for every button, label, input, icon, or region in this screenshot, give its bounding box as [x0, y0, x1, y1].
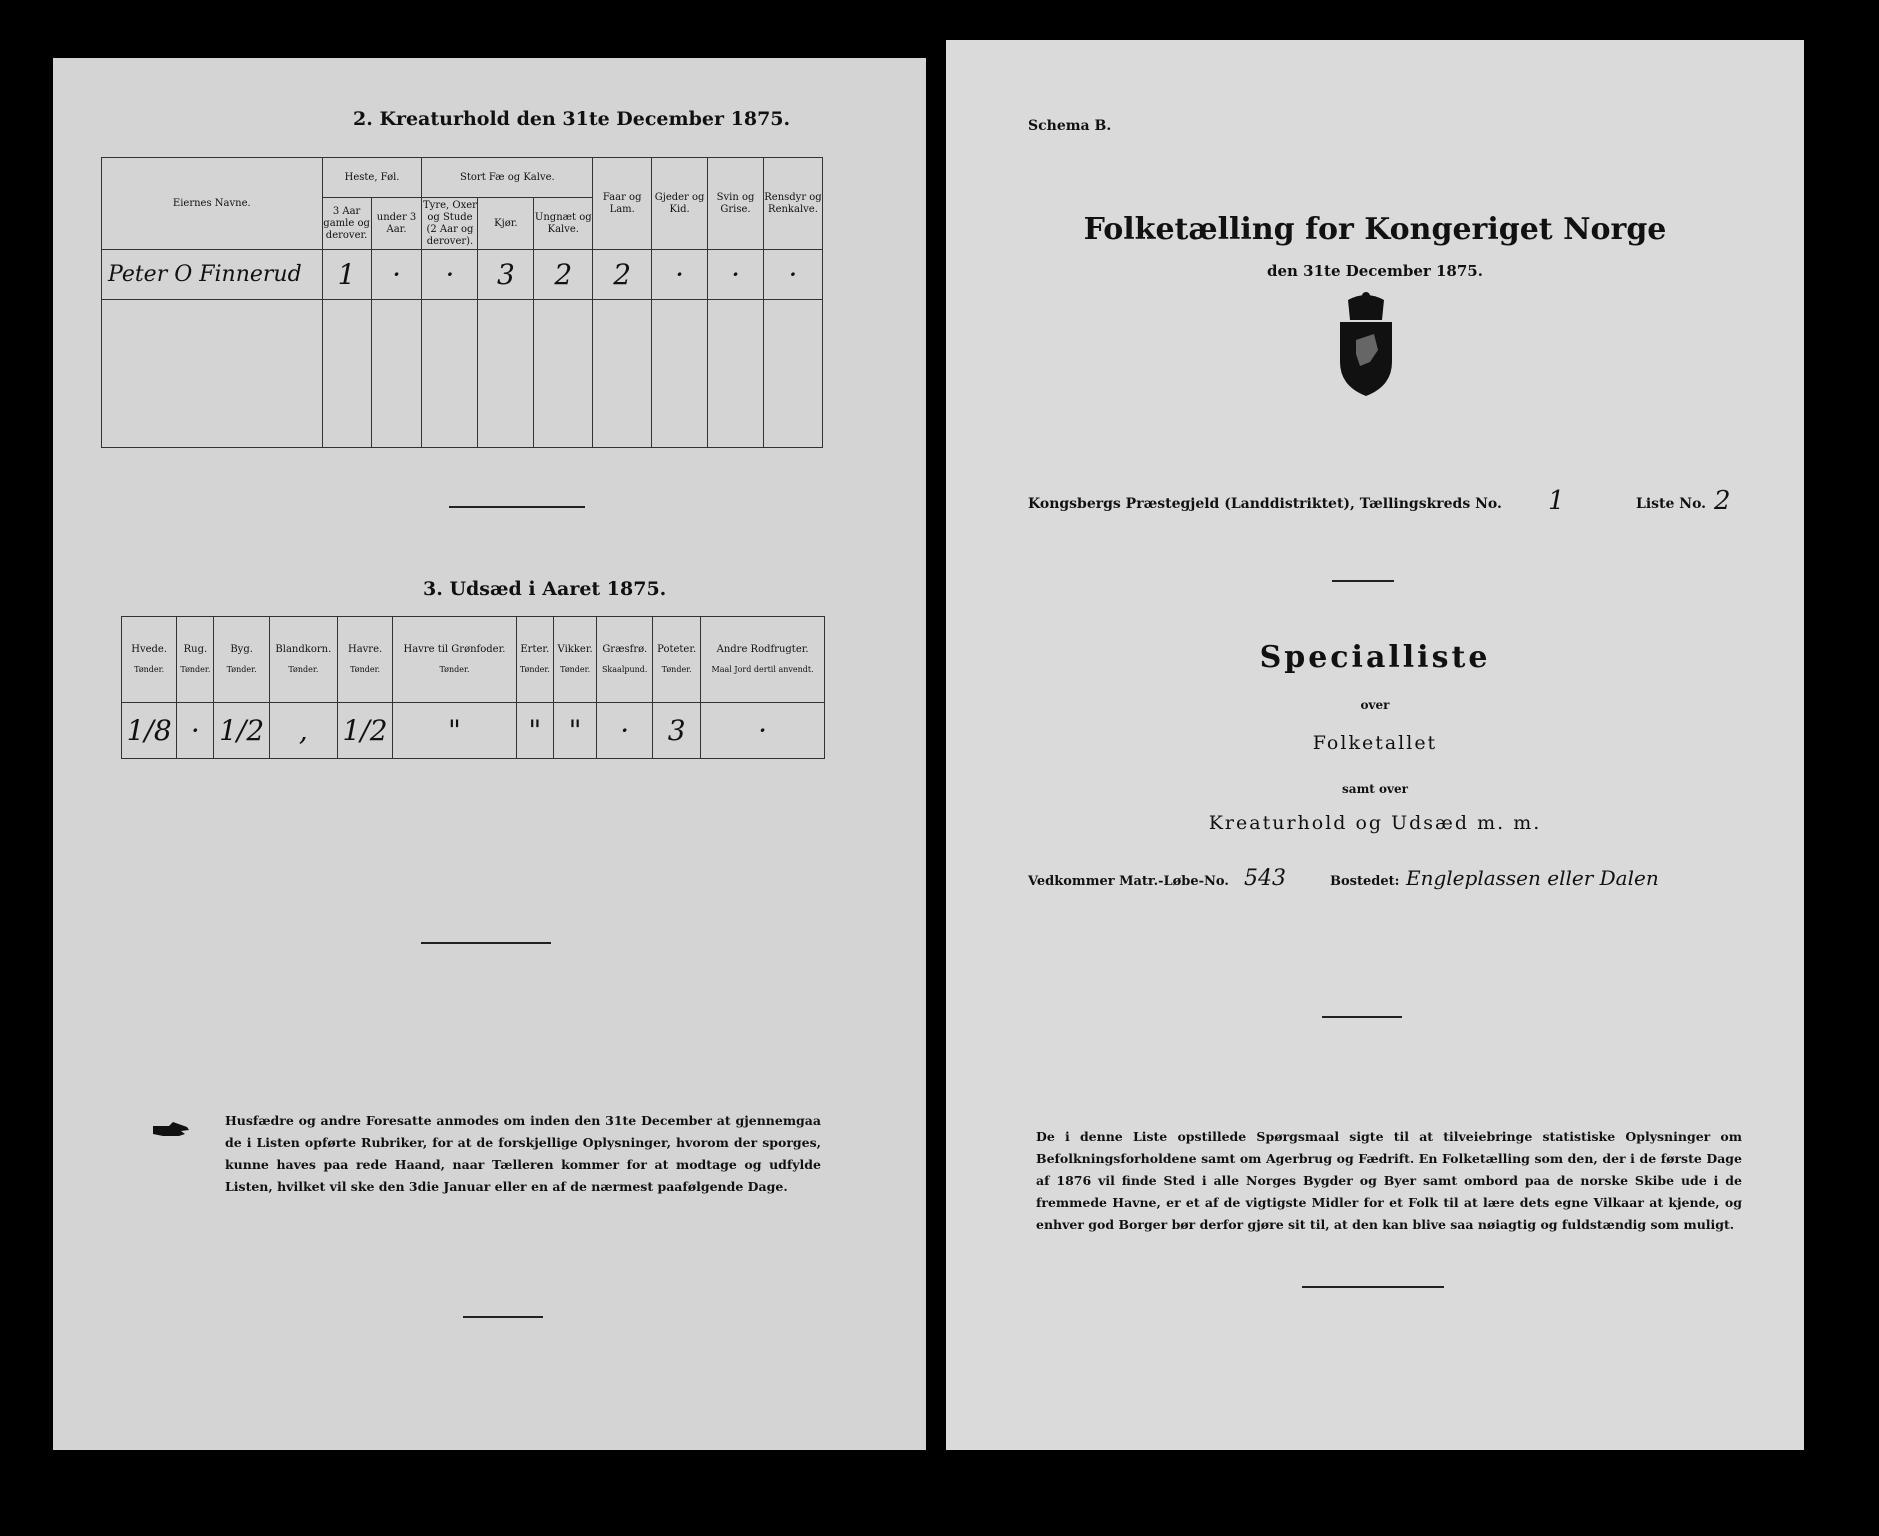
right-page — [946, 40, 1804, 1450]
footer-text: De i denne Liste opstillede Spørgsmaal sigte til at tilveiebringe statistiske Oplysninger om Befolkningsforholdene samt om Agerbrug og Fædrift. En Folketælling som den, der i de første Dage af 1876 vil finde Sted i alle Norges Bygder og Byer samt ombord paa de norske Skibe ude i de fremmede Havne, er et af de vigtigste Midler for et Folk til at lære dets egne Vilkaar at kjende, og enhver god Borger bør derfor gjøre sit til, at den kan blive saa nøiagtig og fuldstændig som muligt. — [1036, 1129, 1742, 1232]
empty-cell — [371, 300, 422, 448]
seed-header-name: Erter. — [520, 643, 550, 655]
list-number: 2 — [1714, 486, 1731, 516]
empty-cell — [322, 300, 371, 448]
bosted-label: Bostedet: — [1330, 874, 1400, 889]
table-row — [122, 703, 825, 759]
empty-cell — [478, 300, 534, 448]
parish-label: Kongsbergs Præstegjeld (Landdistriktet), Tællingskreds No. — [1028, 496, 1502, 512]
seed-header-unit: Tønder. — [560, 664, 591, 674]
horses-3plus-header: 3 Aar gamle og derover. — [322, 198, 371, 250]
seed-table — [121, 616, 825, 759]
empty-cell — [763, 300, 822, 448]
seed-header-unit: Tønder. — [134, 664, 165, 674]
seed-header-name: Rug. — [183, 643, 208, 655]
empty-cell — [593, 300, 652, 448]
seed-value-cell: 3 — [653, 703, 701, 759]
empty-cell — [422, 300, 478, 448]
schema-label: Schema B. — [1028, 118, 1112, 134]
reindeer-header: Rensdyr og Renkalve. — [763, 158, 822, 250]
folketallet-text: Folketallet — [1312, 732, 1438, 754]
goats-header: Gjeder og Kid. — [652, 158, 708, 250]
seed-value-cell: · — [701, 703, 825, 759]
pigs-cell: · — [708, 250, 764, 300]
seed-header-cell — [214, 617, 269, 703]
kreaturhold-text: Kreaturhold og Udsæd m. m. — [1208, 812, 1542, 834]
seed-value-cell: 1/8 — [122, 703, 177, 759]
table-row — [122, 617, 825, 703]
cows-cell: 3 — [478, 250, 534, 300]
empty-cell — [652, 300, 708, 448]
seed-header-cell — [553, 617, 596, 703]
horses-under3-header: under 3 Aar. — [371, 198, 422, 250]
seed-header-unit: Tønder. — [288, 664, 319, 674]
bulls-cell: · — [422, 250, 478, 300]
cows-header: Kjør. — [478, 198, 534, 250]
seed-value-cell: " — [393, 703, 517, 759]
norwegian-coat-of-arms-icon — [1326, 290, 1406, 400]
seed-header-unit: Tønder. — [519, 664, 550, 674]
empty-cell — [534, 300, 593, 448]
seed-header-cell — [122, 617, 177, 703]
seed-header-unit: Maal Jord dertil anvendt. — [711, 664, 814, 674]
divider — [1302, 1286, 1444, 1288]
livestock-table — [101, 157, 823, 448]
seed-header-cell — [177, 617, 214, 703]
divider — [1322, 1016, 1402, 1018]
pigs-header: Svin og Grise. — [708, 158, 764, 250]
owner-cell: Peter O Finnerud — [102, 250, 323, 300]
seed-header-cell — [337, 617, 392, 703]
seed-header-unit: Tønder. — [226, 664, 257, 674]
table-row — [102, 250, 823, 300]
samt-over-text: samt over — [1342, 782, 1408, 796]
sheep-header: Faar og Lam. — [593, 158, 652, 250]
seed-header-name: Andre Rodfrugter. — [716, 643, 809, 655]
pointing-hand-icon — [151, 1118, 191, 1142]
seed-header-name: Havre til Grønfoder. — [403, 643, 506, 655]
notice-text: Husfædre og andre Foresatte anmodes om inden den 31te December at gjennemgaa de i Listen opførte Rubriker, for at de forskjellige Oplysninger, hvorom der sporges, kunne haves paa rede Haand, naar Tælleren kommer for at modtage og udfylde Listen, hvilket vil ske den 3die Januar eller en af de nærmest paafølgende Dage. — [225, 1113, 821, 1194]
seed-header-cell — [516, 617, 553, 703]
seed-value-cell: · — [177, 703, 214, 759]
seed-header-unit: Tønder. — [180, 664, 211, 674]
seed-header-name: Havre. — [347, 643, 383, 655]
horses-group-header: Heste, Føl. — [322, 158, 422, 198]
seed-header-unit: Skaalpund. — [601, 664, 648, 674]
cattle-group-header: Stort Fæ og Kalve. — [422, 158, 593, 198]
seed-value-cell: · — [597, 703, 653, 759]
divider — [1332, 580, 1394, 582]
seed-header-name: Blandkorn. — [275, 643, 332, 655]
bulls-header: Tyre, Oxer og Stude (2 Aar og derover). — [422, 198, 478, 250]
matr-number: 543 — [1244, 866, 1286, 891]
horses-under3-cell: · — [371, 250, 422, 300]
section3-title: 3. Udsæd i Aaret 1875. — [423, 578, 667, 600]
divider — [421, 942, 551, 944]
special-title: Specialliste — [1259, 640, 1491, 675]
empty-cell — [708, 300, 764, 448]
bosted-value: Engleplassen eller Dalen — [1406, 866, 1659, 890]
seed-header-cell — [597, 617, 653, 703]
seed-header-cell — [653, 617, 701, 703]
goats-cell: · — [652, 250, 708, 300]
reindeer-cell: · — [763, 250, 822, 300]
left-page — [53, 58, 926, 1450]
census-date: den 31te December 1875. — [1267, 262, 1483, 280]
seed-header-unit: Tønder. — [350, 664, 381, 674]
seed-header-unit: Tønder. — [661, 664, 692, 674]
seed-value-cell: 1/2 — [337, 703, 392, 759]
table-row — [102, 300, 823, 448]
seed-header-cell — [269, 617, 337, 703]
seed-value-cell: 1/2 — [214, 703, 269, 759]
seed-value-cell: " — [553, 703, 596, 759]
divider — [463, 1316, 543, 1318]
over-text: over — [1360, 698, 1390, 712]
seed-header-name: Byg. — [230, 643, 253, 655]
seed-header-cell — [393, 617, 517, 703]
divider — [449, 506, 585, 508]
seed-header-cell — [701, 617, 825, 703]
owner-header: Eiernes Navne. — [102, 158, 323, 250]
district-number: 1 — [1548, 486, 1565, 516]
horses-3plus-cell: 1 — [322, 250, 371, 300]
young-cattle-header: Ungnæt og Kalve. — [534, 198, 593, 250]
seed-header-name: Poteter. — [657, 643, 697, 655]
seed-value-cell: , — [269, 703, 337, 759]
sheep-cell: 2 — [593, 250, 652, 300]
matr-label: Vedkommer Matr.-Løbe-No. — [1028, 874, 1229, 889]
seed-header-name: Hvede. — [131, 643, 168, 655]
seed-header-name: Græsfrø. — [602, 643, 648, 655]
seed-header-name: Vikker. — [557, 643, 593, 655]
list-label: Liste No. — [1636, 496, 1707, 512]
main-title: Folketælling for Kongeriget Norge — [1083, 212, 1667, 247]
empty-cell — [102, 300, 323, 448]
seed-header-unit: Tønder. — [439, 664, 470, 674]
section2-title: 2. Kreaturhold den 31te December 1875. — [353, 108, 791, 130]
young-cattle-cell: 2 — [534, 250, 593, 300]
seed-value-cell: " — [516, 703, 553, 759]
